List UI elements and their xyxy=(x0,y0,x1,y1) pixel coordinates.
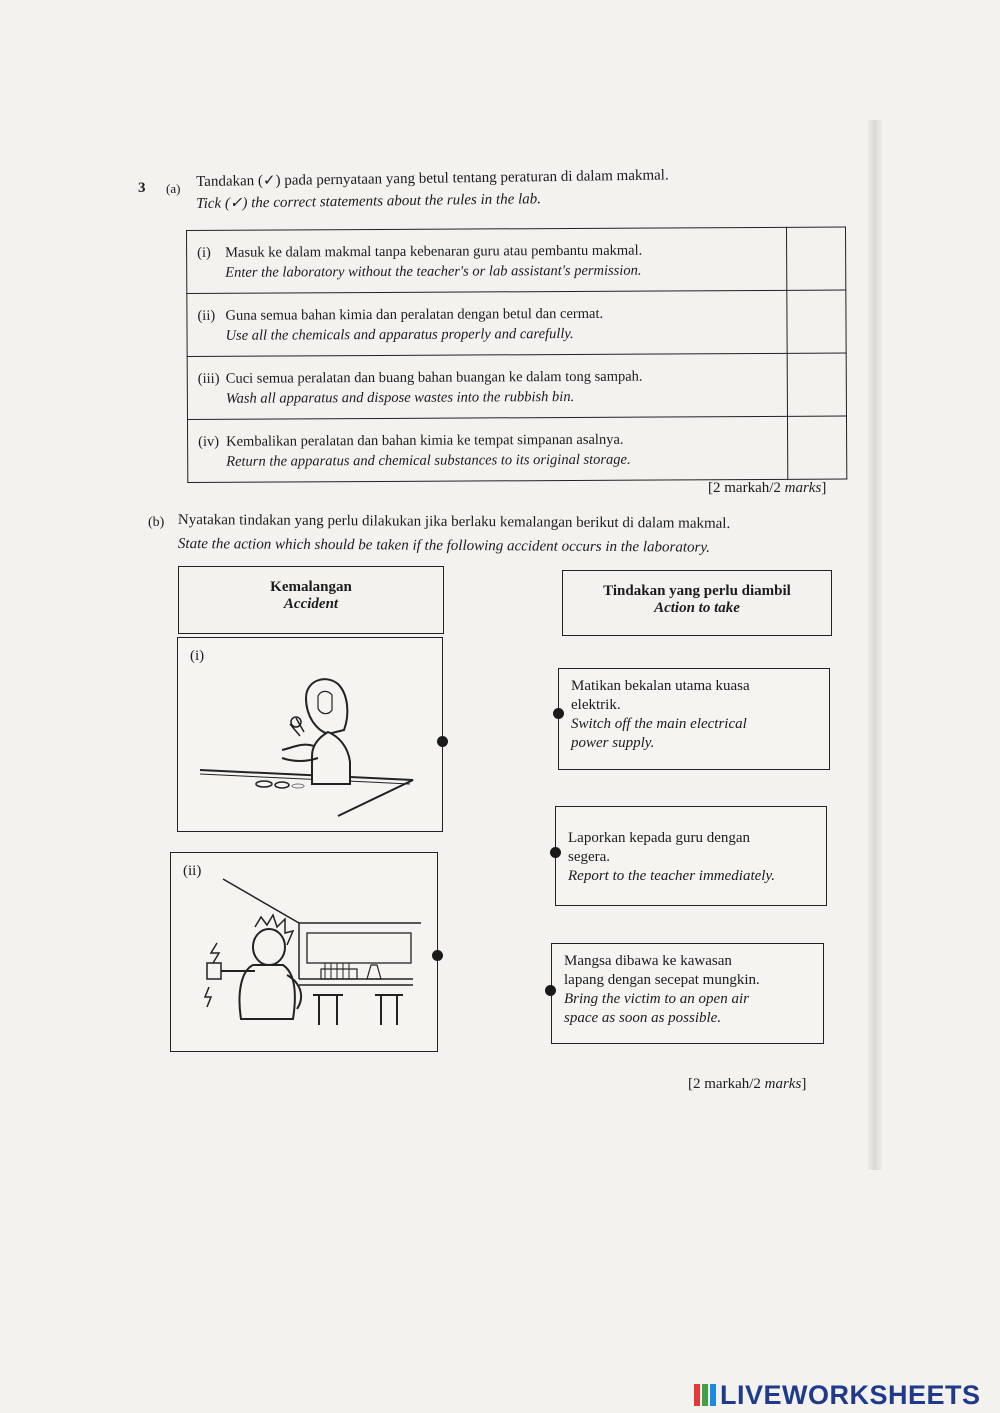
accident-header: Kemalangan Accident xyxy=(178,566,444,634)
statement-row xyxy=(187,416,846,482)
statement-text: (i) Masuk ke dalam makmal tanpa kebenaran guru atau pembantu makmal. Enter the laboratory without the teacher's or lab assistant's permission. xyxy=(187,227,787,293)
action-option-open-air: Mangsa dibawa ke kawasan lapang dengan secepat mungkin. Bring the victim to an open air space as soon as possible. xyxy=(551,943,824,1044)
part-a-instruction-ms: Tandakan (✓) pada pernyataan yang betul tentang peraturan di dalam makmal. xyxy=(196,167,669,190)
tick-box[interactable] xyxy=(787,353,846,416)
part-a-instruction-en: Tick (✓) the correct statements about the rules in the lab. xyxy=(196,191,542,212)
question-number: 3 xyxy=(138,180,146,196)
action-1-connector-dot[interactable] xyxy=(553,708,564,719)
part-a-label: (a) xyxy=(166,181,181,196)
accident-2-connector-dot[interactable] xyxy=(432,950,443,961)
statement-text: (ii) Guna semua bahan kimia dan peralatan dengan betul dan cermat. Use all the chemicals and apparatus properly and carefully. xyxy=(187,290,787,356)
statement-text: (iv) Kembalikan peralatan dan bahan kimia ke tempat simpanan asalnya. Return the apparatus and chemical substances to its original storage. xyxy=(187,416,787,482)
liveworksheets-logo-icon xyxy=(694,1384,716,1406)
accident-panel-chemical-burn: (i) xyxy=(177,637,443,832)
statement-row xyxy=(187,353,846,419)
tick-box[interactable] xyxy=(787,416,846,479)
statement-row xyxy=(187,290,846,356)
part-b-instruction-en: State the action which should be taken if the following accident occurs in the laboratory. xyxy=(177,536,711,556)
action-option-switch-off-power: Matikan bekalan utama kuasa elektrik. Switch off the main electrical power supply. xyxy=(558,668,830,770)
scan-page-edge xyxy=(868,120,882,1170)
electric-shock-illustration xyxy=(171,853,437,1051)
action-header: Tindakan yang perlu diambil Action to take xyxy=(562,570,832,636)
action-option-report-teacher: Laporkan kepada guru dengan segera. Report to the teacher immediately. xyxy=(555,806,827,906)
accident-panel-electric-shock: (ii) xyxy=(170,852,438,1052)
action-3-connector-dot[interactable] xyxy=(545,985,556,996)
part-b-marks: [2 markah/2 marks] xyxy=(688,1076,807,1092)
brand-name: LIVEWORKSHEETS xyxy=(720,1380,981,1410)
part-b-label: (b) xyxy=(148,515,165,530)
accident-1-connector-dot[interactable] xyxy=(437,736,448,747)
action-2-connector-dot[interactable] xyxy=(550,847,561,858)
part-b-instruction-ms: Nyatakan tindakan yang perlu dilakukan jika berlaku kemalangan berikut di dalam makmal. xyxy=(177,512,731,532)
tick-box[interactable] xyxy=(786,227,845,290)
part-a-marks: [2 markah/2 marks] xyxy=(708,480,827,496)
statement-row xyxy=(187,227,846,293)
tick-box[interactable] xyxy=(787,290,846,353)
chemical-burn-illustration xyxy=(178,638,442,831)
tick-statements-table xyxy=(186,227,847,483)
statement-text: (iii) Cuci semua peralatan dan buang bahan buangan ke dalam tong sampah. Wash all apparatus and dispose wastes into the rubbish bin. xyxy=(187,353,787,419)
